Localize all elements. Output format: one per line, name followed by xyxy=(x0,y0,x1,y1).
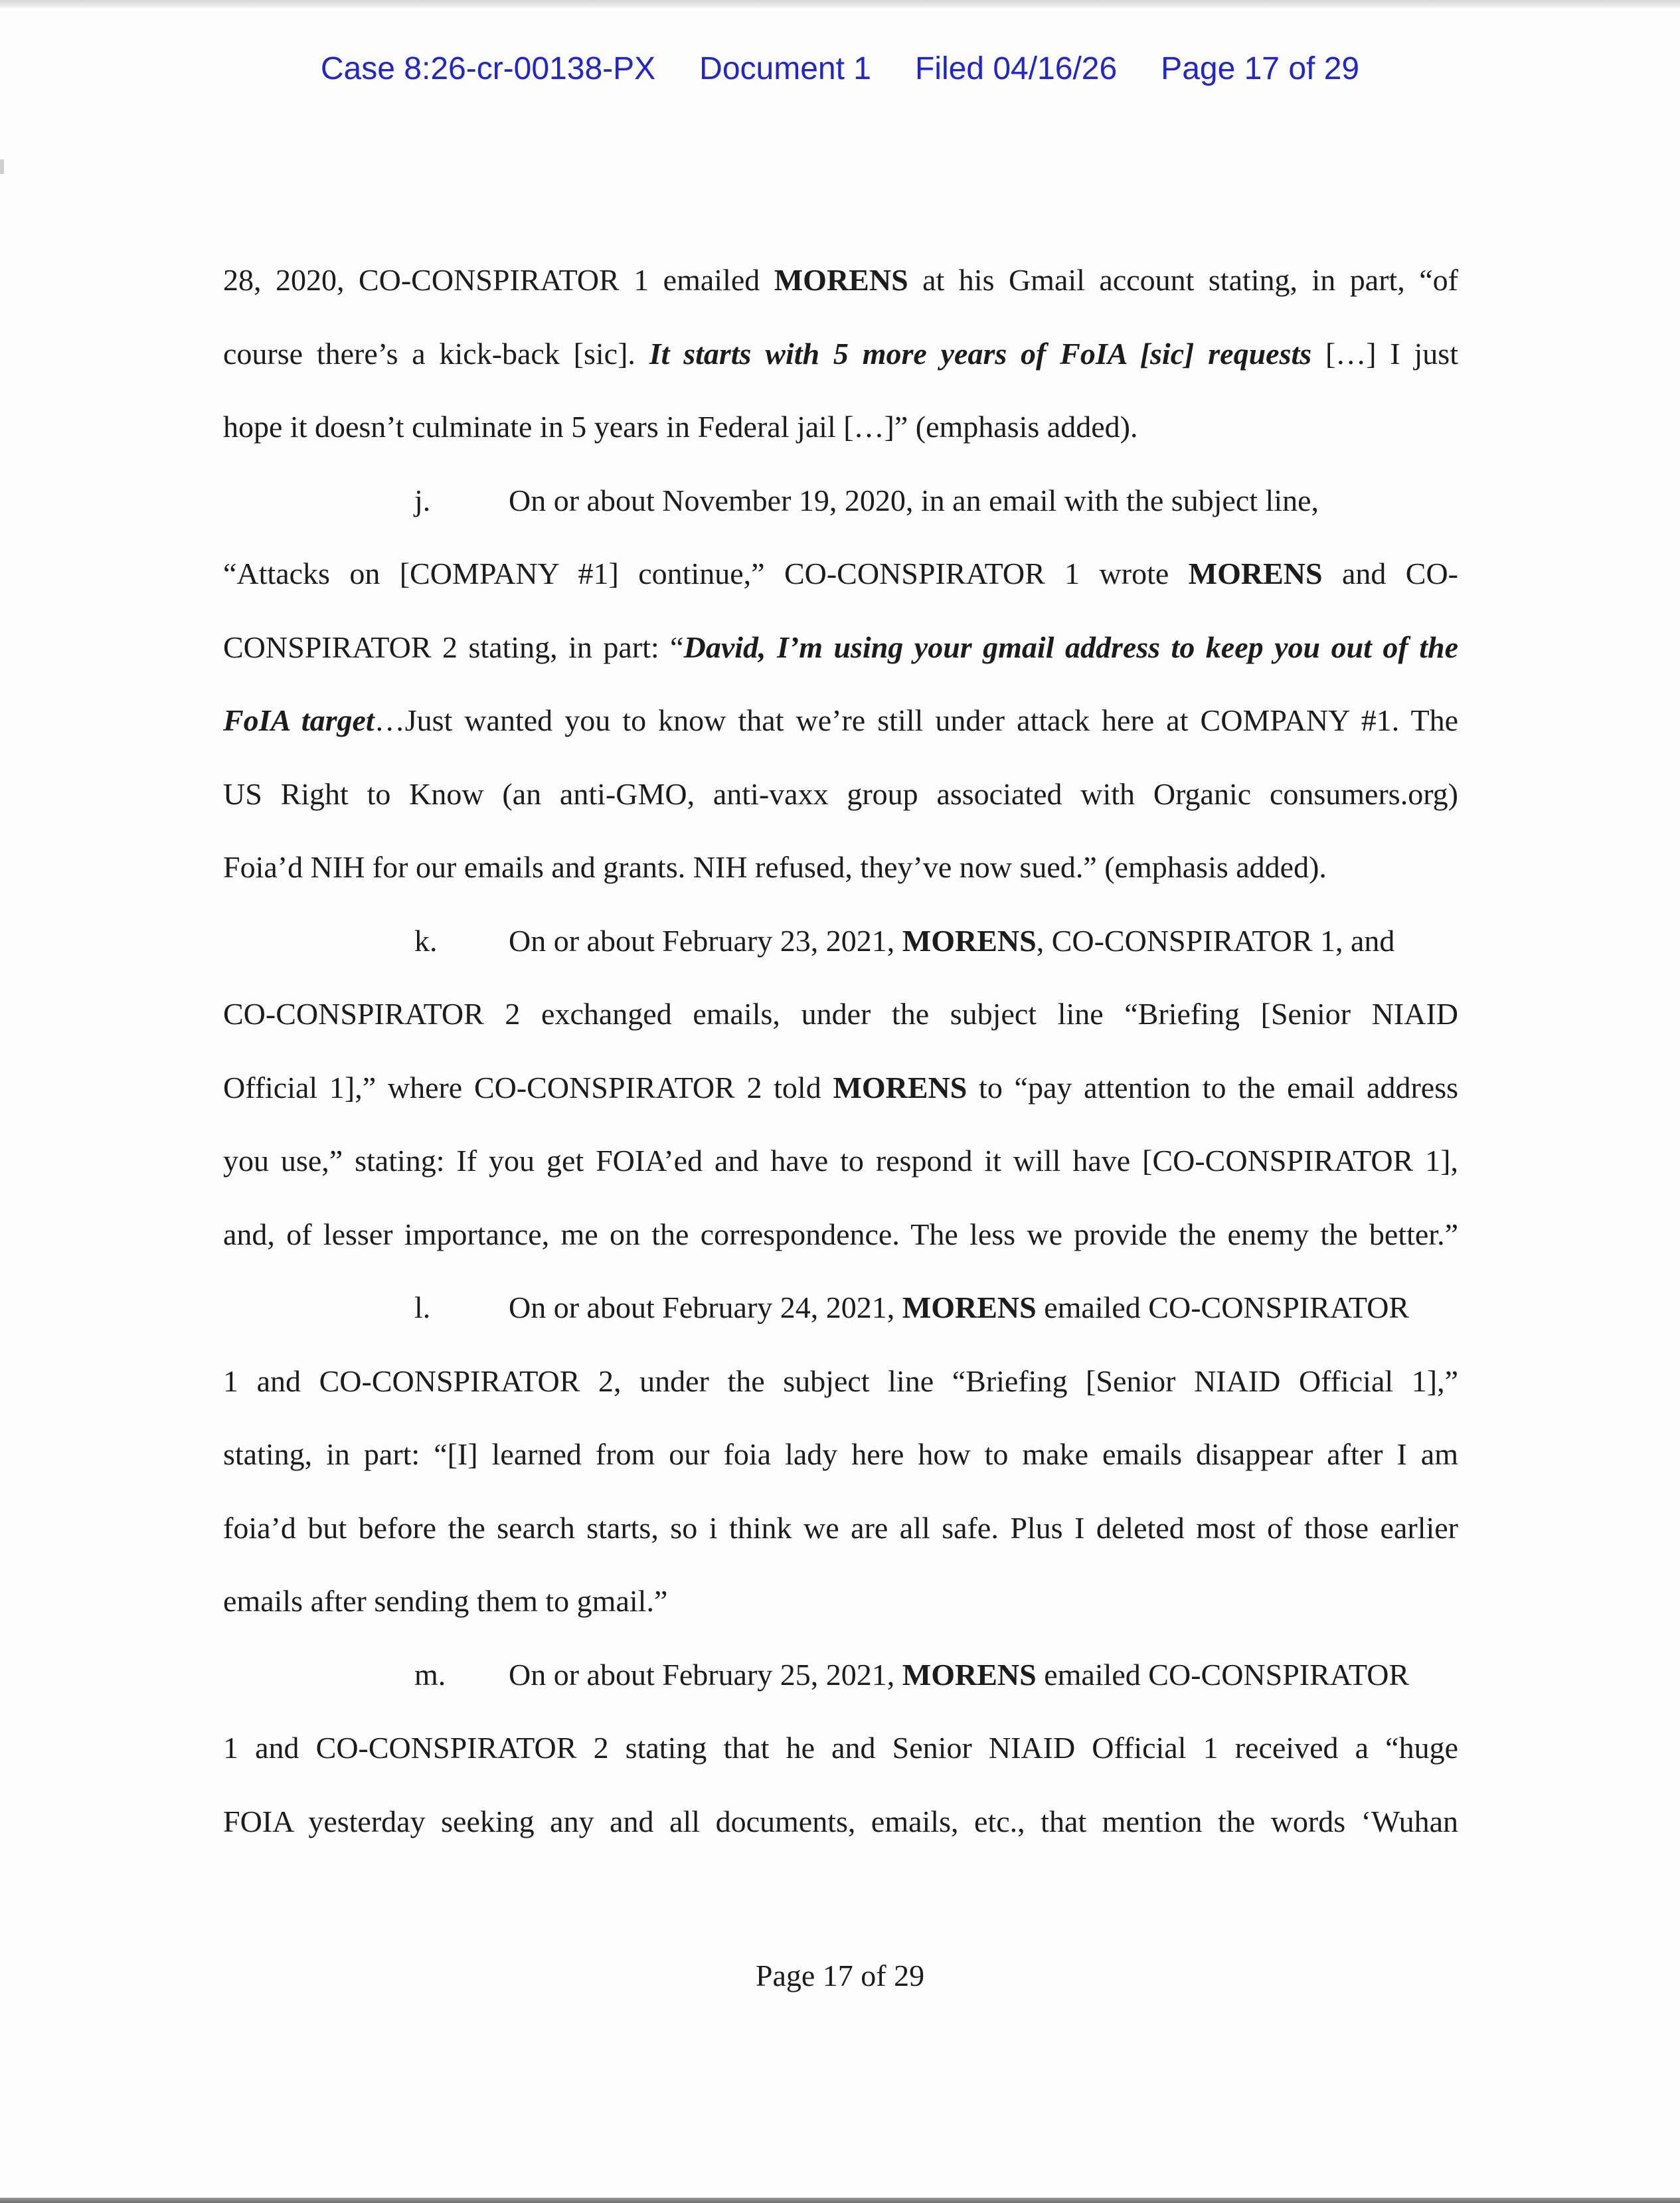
body-line: US Right to Know (an anti-GMO, anti-vaxx group associated with Organic consumers.org) xyxy=(223,776,1458,811)
body-line: course there’s a kick-back [sic]. It starts with 5 more years of FoIA [sic] requests […] I just xyxy=(223,336,1458,371)
paragraph-j: j. On or about November 19, 2020, in an email with the subject line, xyxy=(223,464,1458,538)
body-line: and, of lesser importance, me on the correspondence. The less we provide the enemy the better.” xyxy=(223,1217,1458,1251)
paragraph-l: l. On or about February 24, 2021, MORENS emailed CO-CONSPIRATOR xyxy=(223,1271,1458,1345)
body-line: FoIA target…Just wanted you to know that we’re still under attack here at COMPANY #1. The xyxy=(223,703,1458,737)
ecf-filing-header xyxy=(0,50,1680,87)
paragraph-label: j. xyxy=(414,483,431,517)
document-number: Document 1 xyxy=(699,51,871,86)
paragraph-m: m. On or about February 25, 2021, MORENS emailed CO-CONSPIRATOR xyxy=(223,1638,1458,1712)
page-footer: Page 17 of 29 xyxy=(755,1959,925,1992)
case-number: Case 8:26-cr-00138-PX xyxy=(320,51,656,86)
scan-margin-mark xyxy=(0,159,4,174)
paragraph-k: k. On or about February 23, 2021, MORENS, CO-CONSPIRATOR 1, and xyxy=(223,905,1458,978)
document-body xyxy=(223,244,1458,1858)
emphasized-quote: FoIA target xyxy=(223,703,375,737)
body-line: stating, in part: “[I] learned from our foia lady here how to make emails disappear after I am xyxy=(223,1437,1458,1471)
body-line: Foia’d NIH for our emails and grants. NIH refused, they’ve now sued.” (emphasis added). xyxy=(223,850,1327,884)
paragraph-label: l. xyxy=(414,1290,431,1324)
scan-top-edge xyxy=(0,0,1680,8)
paragraph-label: m. xyxy=(414,1657,446,1692)
body-line: 1 and CO-CONSPIRATOR 2, under the subject line “Briefing [Senior NIAID Official 1],” xyxy=(223,1364,1458,1398)
paragraph-label: k. xyxy=(414,923,438,958)
scan-bottom-edge xyxy=(0,2198,1680,2203)
body-line: hope it doesn’t culminate in 5 years in Federal jail […]” (emphasis added). xyxy=(223,410,1138,444)
body-line: 28, 2020, CO-CONSPIRATOR 1 emailed MORENS at his Gmail account stating, in part, “of xyxy=(223,263,1459,297)
body-line: “Attacks on [COMPANY #1] continue,” CO-CONSPIRATOR 1 wrote MORENS and CO- xyxy=(223,557,1458,590)
body-line: FOIA yesterday seeking any and all documents, emails, etc., that mention the words ‘Wuhan xyxy=(223,1804,1458,1838)
header-page-number: Page 17 of 29 xyxy=(1161,51,1360,86)
body-line: 1 and CO-CONSPIRATOR 2 stating that he and Senior NIAID Official 1 received a “huge xyxy=(223,1731,1458,1765)
body-line: CONSPIRATOR 2 stating, in part: “David, I’m using your gmail address to keep you out of the xyxy=(223,630,1458,664)
body-line: foia’d but before the search starts, so i think we are all safe. Plus I deleted most of those earlier xyxy=(223,1510,1458,1545)
body-line: CO-CONSPIRATOR 2 exchanged emails, under the subject line “Briefing [Senior NIAID xyxy=(223,997,1458,1031)
emphasized-quote: David, I’m using your gmail address to keep you out of the xyxy=(683,630,1458,664)
body-line: emails after sending them to gmail.” xyxy=(223,1584,668,1618)
body-line: Official 1],” where CO-CONSPIRATOR 2 told MORENS to “pay attention to the email address xyxy=(223,1070,1458,1104)
emphasized-quote: It starts with 5 more years of FoIA [sic] requests xyxy=(649,336,1312,371)
body-line: you use,” stating: If you get FOIA’ed and have to respond it will have [CO-CONSPIRATOR 1], xyxy=(223,1144,1458,1178)
filed-date: Filed 04/16/26 xyxy=(914,51,1118,86)
